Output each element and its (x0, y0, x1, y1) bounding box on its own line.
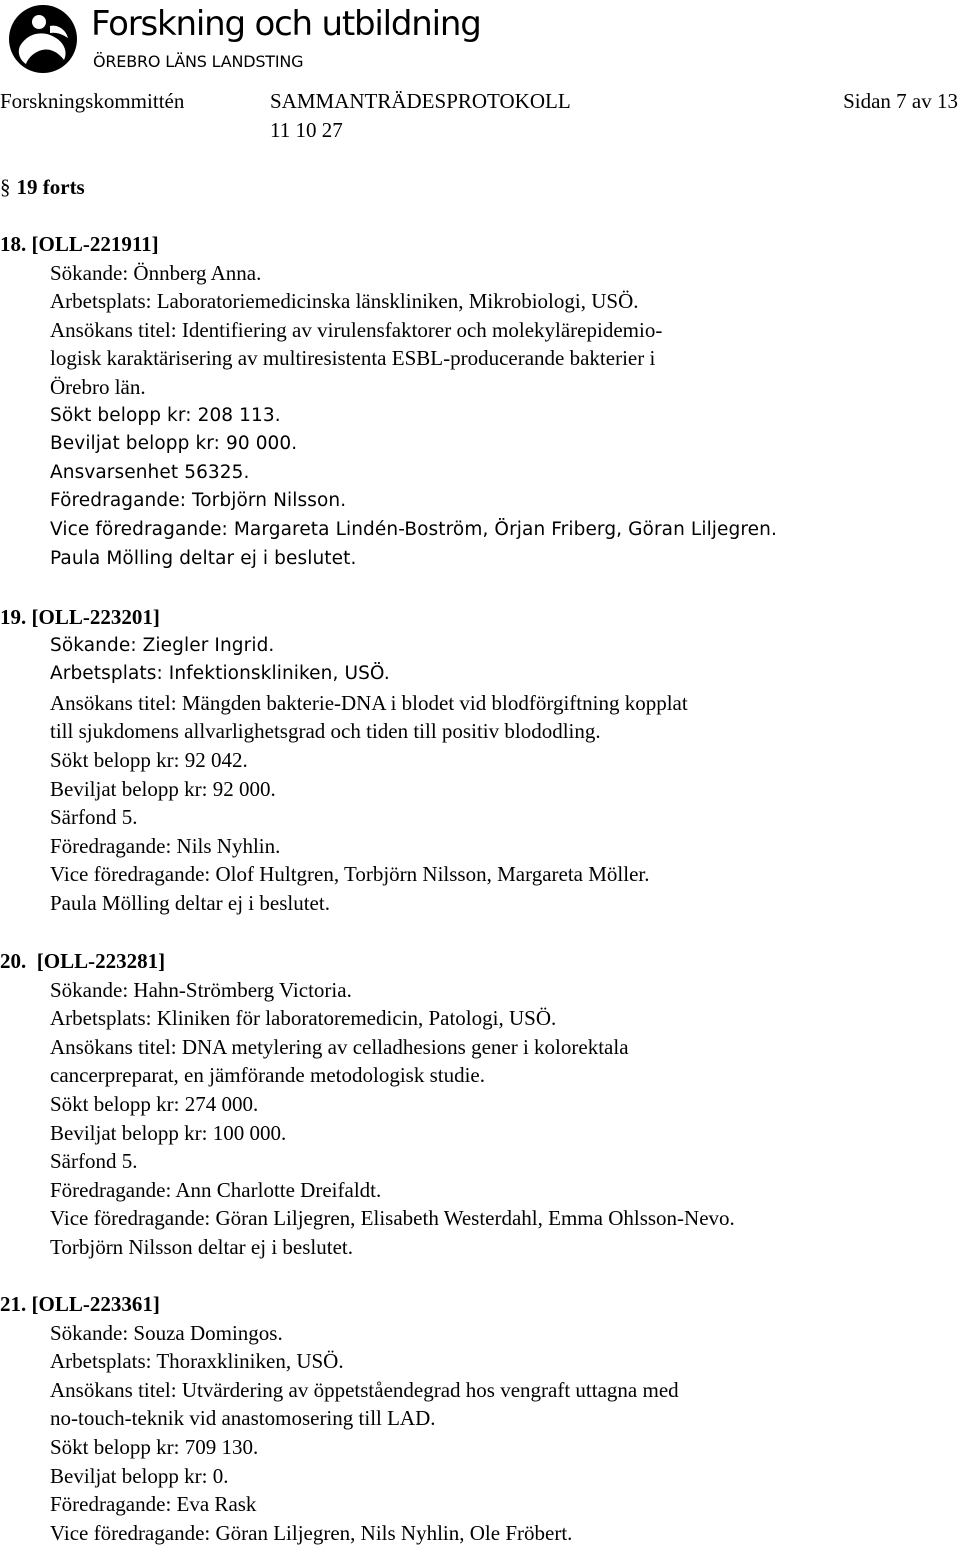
brand-subtitle: ÖREBRO LÄNS LANDSTING (93, 52, 304, 71)
special-fund: Särfond 5. (50, 805, 138, 830)
applicant: Sökande: Souza Domingos. (50, 1320, 283, 1345)
application-title-cont: no-touch-teknik vid anastomosering till LAD. (50, 1406, 436, 1431)
presenter: Föredragande: Ann Charlotte Dreifaldt. (50, 1177, 382, 1202)
committee-name: Forskningskommittén (0, 89, 185, 113)
application-title-cont: till sjukdomens allvarlighetsgrad och tiden till positiv blododling. (50, 719, 601, 744)
special-fund: Särfond 5. (50, 1149, 138, 1174)
section-label: 19 forts (16, 175, 85, 199)
application-title: Ansökans titel: DNA metylering av celladhesions gener i kolorektala (50, 1034, 629, 1059)
application-title: Ansökans titel: Mängden bakterie-DNA i blodet vid blodförgiftning kopplat (50, 690, 688, 715)
requested-amount: Sökt belopp kr: 274 000. (50, 1091, 259, 1116)
recusal-note: Paula Mölling deltar ej i beslutet. (50, 890, 330, 915)
entry-details (50, 632, 930, 918)
page-number: Sidan 7 av 13 (843, 89, 958, 113)
recusal-note: Torbjörn Nilsson deltar ej i beslutet. (50, 1234, 353, 1259)
application-entry (0, 1290, 930, 1547)
presenter: Föredragande: Eva Rask (50, 1492, 257, 1517)
entry-heading: 18. [OLL-221911] (0, 232, 159, 256)
application-entry (0, 230, 930, 573)
requested-amount: Sökt belopp kr: 709 130. (50, 1434, 259, 1459)
vice-presenters: Vice föredragande: Margareta Lindén-Boström, Örjan Friberg, Göran Liljegren. (50, 518, 777, 540)
landsting-logo-icon (6, 2, 80, 76)
entry-details (50, 976, 930, 1262)
workplace: Arbetsplats: Kliniken för laboratoremedicin, Patologi, USÖ. (50, 1006, 557, 1031)
application-title-cont: logisk karaktärisering av multiresistenta ESBL-producerande bakterier i (50, 346, 656, 371)
granted-amount: Beviljat belopp kr: 100 000. (50, 1120, 287, 1145)
recusal-note: Paula Mölling deltar ej i beslutet. (50, 547, 357, 569)
document-type: SAMMANTRÄDESPROTOKOLL (270, 89, 571, 113)
requested-amount: Sökt belopp kr: 92 042. (50, 747, 248, 772)
application-title-cont: Örebro län. (50, 374, 146, 399)
granted-amount: Beviljat belopp kr: 90 000. (50, 433, 298, 455)
workplace: Arbetsplats: Infektionskliniken, USÖ. (50, 663, 390, 685)
presenter: Föredragande: Nils Nyhlin. (50, 833, 281, 858)
granted-amount: Beviljat belopp kr: 92 000. (50, 776, 276, 801)
presenter: Föredragande: Torbjörn Nilsson. (50, 490, 347, 512)
vice-presenters: Vice föredragande: Olof Hultgren, Torbjörn Nilsson, Margareta Möller. (50, 862, 650, 887)
application-entry (0, 603, 930, 918)
entry-heading: 21. [OLL-223361] (0, 1292, 160, 1316)
vice-presenters: Vice föredragande: Göran Liljegren, Elisabeth Westerdahl, Emma Ohlsson-Nevo. (50, 1206, 735, 1231)
brand-title: Forskning och utbildning (91, 4, 481, 44)
entry-heading: 19. [OLL-223201] (0, 605, 160, 629)
granted-amount: Beviljat belopp kr: 0. (50, 1463, 229, 1488)
entry-heading: 20. [OLL-223281] (0, 949, 166, 973)
application-entry (0, 947, 930, 1262)
entry-details (50, 1319, 930, 1548)
applicant: Sökande: Önnberg Anna. (50, 260, 262, 285)
entry-details (50, 259, 930, 574)
applicant: Sökande: Ziegler Ingrid. (50, 634, 275, 656)
application-title-cont: cancerpreparat, en jämförande metodologisk studie. (50, 1063, 485, 1088)
vice-presenters: Vice föredragande: Göran Liljegren, Nils Nyhlin, Ole Fröbert. (50, 1520, 573, 1545)
application-title: Ansökans titel: Utvärdering av öppetståendegrad hos vengraft uttagna med (50, 1377, 679, 1402)
applicant: Sökande: Hahn-Strömberg Victoria. (50, 977, 352, 1002)
workplace: Arbetsplats: Thoraxkliniken, USÖ. (50, 1349, 344, 1374)
application-title: Ansökans titel: Identifiering av virulensfaktorer och molekylärepidemio- (50, 317, 663, 342)
workplace: Arbetsplats: Laboratoriemedicinska länskliniken, Mikrobiologi, USÖ. (50, 289, 639, 314)
section-symbol: § (0, 175, 11, 199)
requested-amount: Sökt belopp kr: 208 113. (50, 404, 281, 426)
responsibility-unit: Ansvarsenhet 56325. (50, 461, 250, 483)
meeting-date: 11 10 27 (270, 118, 343, 142)
section-heading (0, 173, 85, 202)
